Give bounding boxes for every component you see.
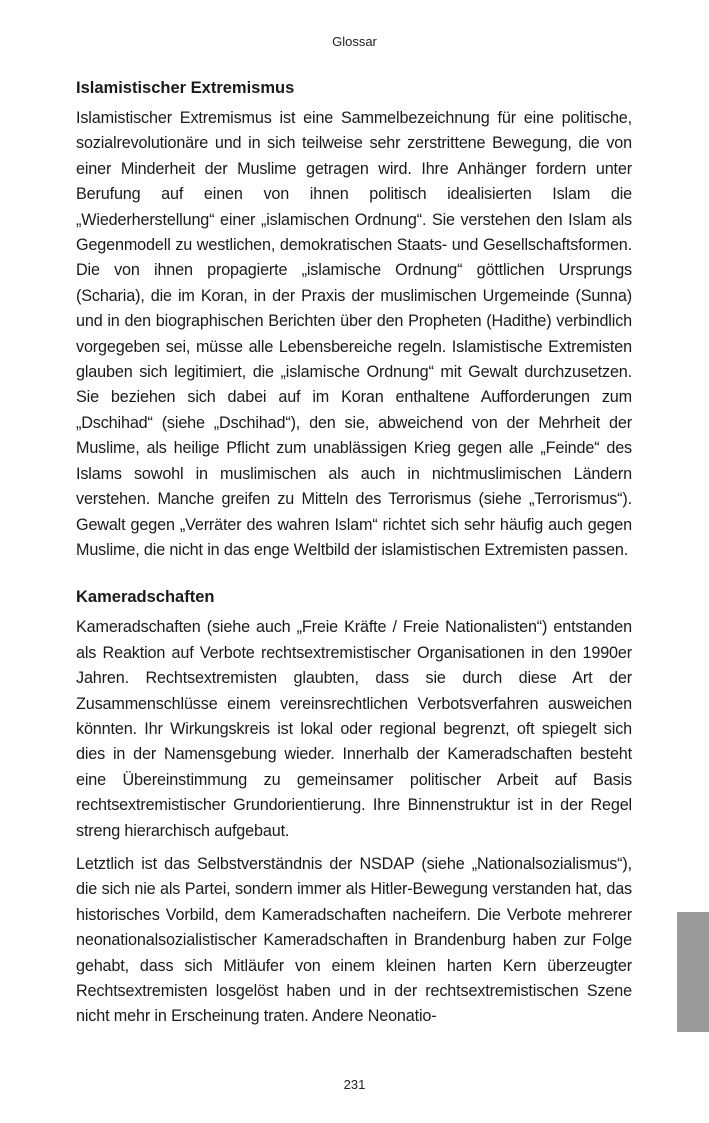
chapter-side-tab (677, 912, 709, 1032)
entry-paragraph: Letztlich ist das Selbstverständnis der NSDAP (siehe „Nationalsozialismus“), die sich nie als Partei, sondern immer als Hitler-Bewegung verstanden hat, das historisches Vorbild, dem Kameradschaften nacheifern. Die Verbote mehrerer neonationalsozialistischer Kameradschaften in Brandenburg haben zur Folge gehabt, dass sich Mitläufer von einem kleinen harten Kern überzeugter Rechtsextremisten losgelöst haben und in der rechtsextremistischen Szene nicht mehr in Erscheinung traten. Andere Neonatio- (76, 854, 632, 1026)
running-head: Glossar (332, 34, 377, 49)
entry-heading: Kameradschaften (76, 588, 215, 607)
entry-paragraph: Islamistischer Extremismus ist eine Sammelbezeichnung für eine politische, sozialrevolutionäre und in sich teilweise sehr zerstrittene Bewegung, die von einer Minderheit der Muslime getragen wird. Ihre Anhänger fordern unter Berufung auf einen von ihnen politisch idealisierten Islam die „Wiederherstellung“ einer „islamischen Ordnung“. Sie verstehen den Islam als Gegenmodell zu westlichen, demokratischen Staats- und Gesellschaftsformen. Die von ihnen propagierte „islamische Ordnung“ göttlichen Ursprungs (Scharia), die im Koran, in der Praxis der muslimischen Urgemeinde (Sunna) und in den biographischen Berichten über den Propheten (Hadithe) verbindlich vorgegeben sei, müsse alle Lebensbereiche regeln. Islamistische Extremisten glauben sich legitimiert, die „islamische Ordnung“ mit Gewalt durchzusetzen. Sie beziehen sich dabei auf im Koran enthaltene Aufforderungen zum „Dschihad“ (siehe „Dschihad“), den sie, abweichend von der Mehrheit der Muslime, als heilige Pflicht zum unablässigen Krieg gegen alle „Feinde“ des Islams sowohl in muslimischen als auch in nichtmuslimischen Ländern verstehen. Manche greifen zu Mitteln des Terrorismus (siehe „Terrorismus“). Gewalt gegen „Verräter des wahren Islam“ richtet sich sehr häufig auch gegen Muslime, die nicht in das enge Weltbild der islamistischen Extremisten passen. (76, 109, 632, 559)
entry-paragraph: Kameradschaften (siehe auch „Freie Kräfte / Freie Nationalisten“) entstanden als Reaktion auf Verbote rechtsextremistischer Organisationen in den 1990er Jahren. Rechtsextremisten glaubten, dass sie durch diese Art der Zusammenschlüsse einem vereinsrechtlichen Verbotsverfahren ausweichen könnten. Ihr Wirkungskreis ist lokal oder regional begrenzt, oft spiegelt sich dies in der Namensgebung wieder. Innerhalb der Kameradschaften besteht eine Übereinstimmung zu gemeinsamer politischer Arbeit auf Basis rechtsextremistischer Grundorientierung. Ihre Binnenstruktur ist in der Regel streng hierarchisch aufgebaut. (76, 618, 632, 840)
glossary-entry-kameradschaften (76, 585, 632, 1030)
page-number: 231 (343, 1077, 366, 1092)
glossary-entry-islamistischer-extremismus (76, 76, 632, 563)
entry-heading: Islamistischer Extremismus (76, 79, 295, 97)
page-content (76, 76, 632, 1052)
